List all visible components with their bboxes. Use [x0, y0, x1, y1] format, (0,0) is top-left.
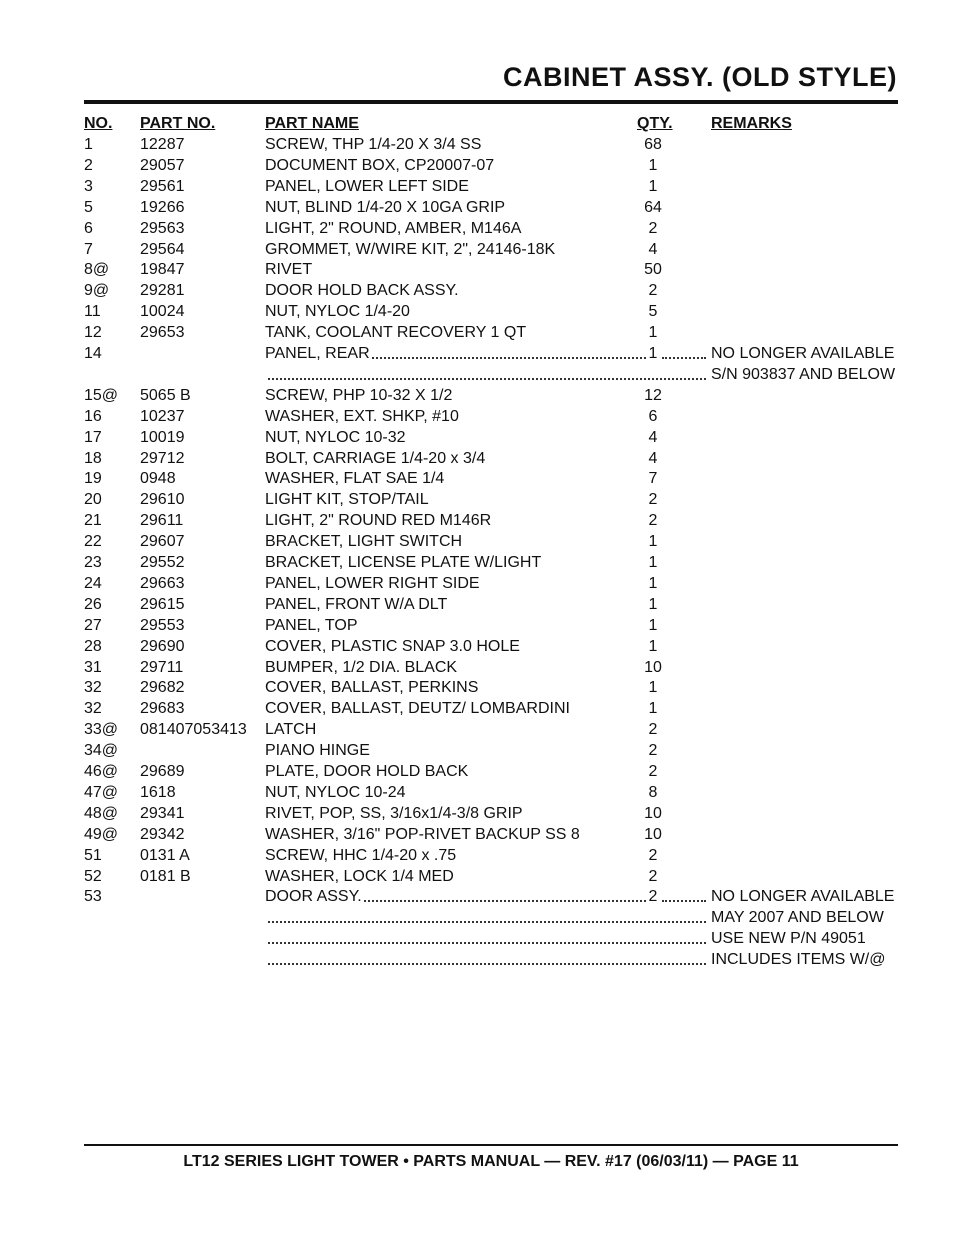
item-number: 27 [84, 616, 102, 634]
page-footer: LT12 SERIES LIGHT TOWER • PARTS MANUAL — REV. #17 (06/03/11) — PAGE 11 [183, 1153, 799, 1170]
quantity: 12 [644, 386, 662, 404]
quantity: 1 [648, 324, 658, 342]
table-row [0, 197, 954, 218]
part-number: 29653 [140, 324, 185, 342]
item-number: 21 [84, 512, 102, 530]
leader-dots [268, 928, 706, 944]
part-number: 10237 [140, 407, 185, 425]
table-row [0, 155, 954, 176]
item-number: 31 [84, 658, 102, 676]
quantity: 2 [648, 219, 658, 237]
table-row [0, 824, 954, 845]
quantity: 8 [648, 783, 658, 801]
part-number: 12287 [140, 136, 185, 153]
header-no: NO. [84, 115, 113, 132]
table-row [0, 657, 954, 678]
quantity: 2 [648, 282, 658, 300]
table-header [0, 113, 954, 134]
table-row [0, 761, 954, 782]
table-row [0, 928, 954, 949]
table-row [0, 239, 954, 260]
header-remarks: REMARKS [711, 115, 792, 132]
quantity: 4 [648, 240, 658, 258]
quantity: 4 [648, 428, 658, 446]
part-number: 29561 [140, 177, 185, 195]
title-rule [84, 100, 898, 104]
table-row [0, 573, 954, 594]
part-name: NUT, NYLOC 10-24 [265, 783, 406, 801]
table-row [0, 301, 954, 322]
item-number: 19 [84, 470, 102, 488]
part-name: WASHER, EXT. SHKP, #10 [265, 407, 459, 425]
quantity: 50 [644, 261, 662, 279]
part-number: 29563 [140, 219, 185, 237]
part-number: 29712 [140, 449, 185, 467]
quantity: 2 [648, 888, 658, 906]
part-name: NUT, NYLOC 1/4-20 [265, 303, 410, 321]
quantity: 2 [648, 867, 658, 885]
table-row [0, 719, 954, 740]
table-row [0, 615, 954, 636]
table-row [0, 949, 954, 970]
item-number: 12 [84, 324, 102, 342]
part-number: 29607 [140, 533, 185, 551]
item-number: 1 [84, 136, 93, 153]
quantity: 1 [648, 574, 658, 592]
item-number: 51 [84, 846, 102, 864]
table-row [0, 845, 954, 866]
table-row [0, 218, 954, 239]
item-number: 3 [84, 177, 93, 195]
part-name: RIVET, POP, SS, 3/16x1/4-3/8 GRIP [265, 804, 523, 822]
quantity: 1 [648, 533, 658, 551]
table-row [0, 134, 954, 155]
quantity: 64 [644, 198, 662, 216]
item-number: 7 [84, 240, 93, 258]
part-name: BUMPER, 1/2 DIA. BLACK [265, 658, 458, 676]
table-row [0, 510, 954, 531]
leader-dots [268, 949, 706, 965]
quantity: 10 [644, 804, 662, 822]
part-name: PLATE, DOOR HOLD BACK [265, 763, 469, 780]
item-number: 17 [84, 428, 102, 446]
header-qty: QTY. [637, 115, 673, 132]
item-number: 33@ [84, 721, 119, 739]
part-name: GROMMET, W/WIRE KIT, 2", 24146-18K [265, 240, 556, 258]
table-row [0, 698, 954, 719]
item-number: 16 [84, 407, 102, 425]
part-name: SCREW, HHC 1/4-20 x .75 [265, 846, 457, 864]
part-number: 10024 [140, 303, 185, 321]
table-row [0, 594, 954, 615]
part-name: LATCH [265, 721, 317, 739]
item-number: 2 [84, 156, 93, 174]
item-number: 32 [84, 700, 102, 718]
table-row [0, 886, 954, 907]
table-row [0, 322, 954, 343]
item-number: 24 [84, 574, 102, 592]
header-part-no: PART NO. [140, 115, 216, 132]
leader-dots [268, 364, 706, 380]
footer-rule [84, 1144, 898, 1146]
quantity: 1 [648, 616, 658, 634]
part-number: 29610 [140, 491, 185, 509]
part-number: 29615 [140, 595, 185, 613]
table-row [0, 427, 954, 448]
table-row [0, 677, 954, 698]
item-number: 23 [84, 554, 102, 571]
quantity: 10 [644, 825, 662, 843]
part-number: 29682 [140, 679, 185, 697]
item-number: 53 [84, 888, 102, 906]
leader-dots [268, 907, 706, 923]
table-row [0, 782, 954, 803]
quantity: 4 [648, 449, 658, 467]
part-name: PANEL, TOP [265, 616, 358, 634]
remarks: S/N 903837 AND BELOW [711, 365, 896, 383]
item-number: 52 [84, 867, 102, 885]
part-name: PANEL, LOWER LEFT SIDE [265, 177, 469, 195]
part-number: 29553 [140, 616, 185, 634]
table-row [0, 385, 954, 406]
part-name: PANEL, LOWER RIGHT SIDE [265, 574, 480, 592]
part-name: DOCUMENT BOX, CP20007-07 [265, 156, 495, 174]
item-number: 46@ [84, 763, 119, 780]
table-row [0, 406, 954, 427]
table-row [0, 280, 954, 301]
quantity: 2 [648, 742, 658, 760]
quantity: 1 [648, 637, 658, 655]
part-number: 1618 [140, 783, 176, 801]
part-name: BRACKET, LIGHT SWITCH [265, 533, 463, 551]
leader-dots [662, 886, 706, 902]
part-name: NUT, BLIND 1/4-20 X 10GA GRIP [265, 198, 506, 216]
part-number: 29341 [140, 804, 185, 822]
part-name: LIGHT, 2" ROUND RED M146R [265, 512, 492, 530]
remarks: NO LONGER AVAILABLE [711, 888, 895, 906]
part-name: TANK, COOLANT RECOVERY 1 QT [265, 324, 527, 342]
quantity: 1 [648, 679, 658, 697]
part-number: 081407053413 [140, 721, 247, 739]
item-number: 9@ [84, 282, 110, 300]
part-number: 0948 [140, 470, 176, 488]
table-row [0, 740, 954, 761]
part-number: 29281 [140, 282, 185, 300]
quantity: 7 [648, 470, 658, 488]
part-name: SCREW, PHP 10-32 X 1/2 [265, 386, 453, 404]
part-name: LIGHT, 2" ROUND, AMBER, M146A [265, 219, 522, 237]
part-name: PANEL, REAR [265, 345, 370, 362]
part-name: WASHER, LOCK 1/4 MED [265, 867, 454, 885]
leader-dots [372, 343, 646, 359]
quantity: 6 [648, 407, 658, 425]
item-number: 34@ [84, 742, 119, 760]
item-number: 6 [84, 219, 93, 237]
part-number: 10019 [140, 428, 185, 446]
part-number: 19266 [140, 198, 185, 216]
table-row [0, 364, 954, 385]
part-name: DOOR ASSY. [265, 888, 362, 906]
item-number: 11 [84, 303, 101, 321]
remarks: USE NEW P/N 49051 [711, 930, 866, 948]
part-name: SCREW, THP 1/4-20 X 3/4 SS [265, 136, 482, 153]
part-name: BRACKET, LICENSE PLATE W/LIGHT [265, 554, 542, 571]
item-number: 47@ [84, 783, 119, 801]
table-row [0, 489, 954, 510]
item-number: 20 [84, 491, 102, 509]
table-row [0, 468, 954, 489]
quantity: 2 [648, 763, 658, 780]
table-row [0, 259, 954, 280]
quantity: 1 [648, 345, 658, 362]
part-name: PIANO HINGE [265, 742, 370, 760]
item-number: 15@ [84, 386, 119, 404]
table-row [0, 636, 954, 657]
table-row [0, 448, 954, 469]
quantity: 2 [648, 721, 658, 739]
part-name: WASHER, 3/16" POP-RIVET BACKUP SS 8 [265, 825, 580, 843]
quantity: 2 [648, 512, 658, 530]
table-row [0, 531, 954, 552]
table-row [0, 866, 954, 887]
quantity: 1 [648, 177, 658, 195]
quantity: 10 [644, 658, 662, 676]
remarks: INCLUDES ITEMS W/@ [711, 951, 886, 969]
part-number: 29663 [140, 574, 185, 592]
part-number: 29683 [140, 700, 185, 718]
item-number: 48@ [84, 804, 119, 822]
quantity: 1 [648, 554, 658, 571]
table-row [0, 907, 954, 928]
part-name: BOLT, CARRIAGE 1/4-20 x 3/4 [265, 449, 486, 467]
part-number: 29711 [140, 658, 184, 676]
item-number: 5 [84, 198, 93, 216]
part-name: LIGHT KIT, STOP/TAIL [265, 491, 429, 509]
item-number: 32 [84, 679, 102, 697]
table-row [0, 552, 954, 573]
part-number: 29564 [140, 240, 185, 258]
item-number: 14 [84, 345, 102, 362]
part-number: 0131 A [140, 846, 190, 864]
part-number: 29690 [140, 637, 185, 655]
table-row [0, 343, 954, 364]
quantity: 1 [648, 595, 658, 613]
part-name: WASHER, FLAT SAE 1/4 [265, 470, 445, 488]
quantity: 5 [648, 303, 658, 321]
part-name: NUT, NYLOC 10-32 [265, 428, 406, 446]
part-name: COVER, PLASTIC SNAP 3.0 HOLE [265, 637, 520, 655]
header-part-name: PART NAME [265, 115, 359, 132]
part-name: PANEL, FRONT W/A DLT [265, 595, 448, 613]
item-number: 22 [84, 533, 102, 551]
part-number: 19847 [140, 261, 185, 279]
item-number: 49@ [84, 825, 119, 843]
item-number: 8@ [84, 261, 110, 279]
item-number: 18 [84, 449, 102, 467]
part-name: COVER, BALLAST, PERKINS [265, 679, 479, 697]
part-number: 0181 B [140, 867, 191, 885]
item-number: 28 [84, 637, 102, 655]
quantity: 68 [644, 136, 662, 153]
leader-dots [364, 886, 646, 902]
quantity: 2 [648, 846, 658, 864]
part-number: 29552 [140, 554, 185, 571]
remarks: MAY 2007 AND BELOW [711, 909, 884, 927]
table-row [0, 803, 954, 824]
page-title: CABINET ASSY. (OLD STYLE) [502, 62, 897, 92]
item-number: 26 [84, 595, 102, 613]
part-number: 29057 [140, 156, 185, 174]
remarks: NO LONGER AVAILABLE [711, 345, 895, 362]
part-number: 5065 B [140, 386, 191, 404]
part-name: DOOR HOLD BACK ASSY. [265, 282, 459, 300]
part-number: 29342 [140, 825, 185, 843]
part-name: COVER, BALLAST, DEUTZ/ LOMBARDINI [265, 700, 570, 718]
leader-dots [662, 343, 706, 359]
quantity: 1 [648, 700, 658, 718]
table-row [0, 176, 954, 197]
part-name: RIVET [265, 261, 313, 279]
quantity: 1 [648, 156, 658, 174]
quantity: 2 [648, 491, 658, 509]
part-number: 29611 [140, 512, 184, 530]
part-number: 29689 [140, 763, 185, 780]
